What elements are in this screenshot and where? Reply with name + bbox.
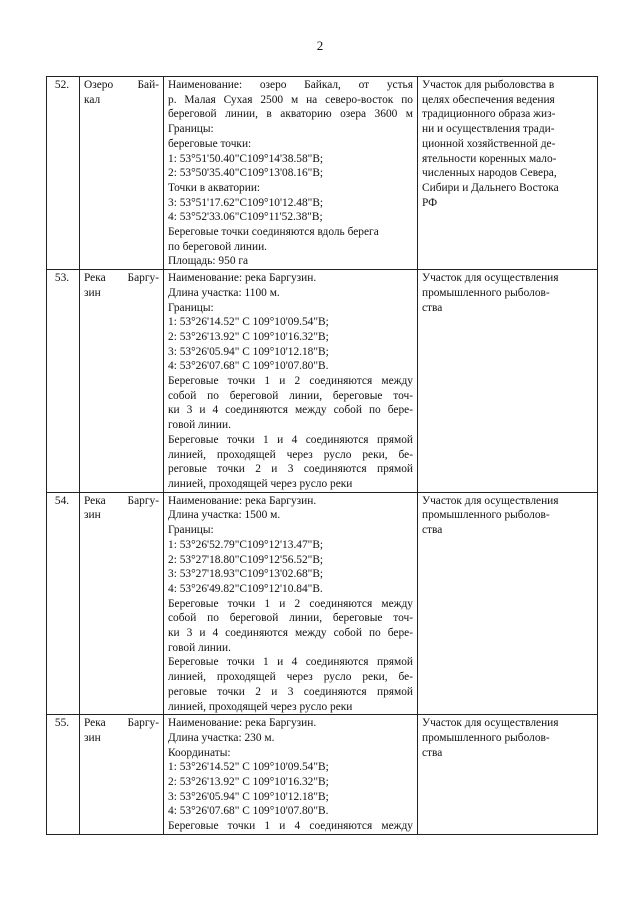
description-line: Береговые точки 1 и 2 соединяются между [168, 375, 413, 388]
description-line: Береговые точки соединяются вдоль берега [168, 226, 379, 239]
description-line: линией, проходящей через русло реки [168, 477, 353, 490]
description-line: 2: 53°26'13.92" С 109°10'16.32"В; [168, 776, 329, 789]
description-line: Береговые точки 1 и 4 соединяются прямой [168, 433, 413, 446]
purpose-line: целях обеспечения ведения [422, 93, 555, 106]
description-line: 4: 53°26'49.82"С109°12'10.84"В. [168, 582, 323, 595]
description-line: 3: 53°26'05.94" С 109°10'12.18"В; [168, 345, 329, 358]
description-line: линией, проходящей через русло реки [168, 700, 353, 713]
page-number: 2 [316, 38, 324, 53]
fishing-areas-table [46, 76, 598, 835]
table-row [47, 715, 598, 835]
purpose-line: Участок для рыболовства в [422, 79, 555, 91]
table-row [47, 270, 598, 493]
purpose-line: традиционного образа жиз- [422, 108, 556, 121]
water-body-name-line: Река Баргу- [84, 272, 159, 285]
description-line: реговые точки 2 и 3 соединяются прямой [168, 463, 413, 476]
area-description [164, 715, 418, 835]
water-body-name-line: Река Баргу- [84, 494, 159, 507]
row-number: 54. [47, 492, 80, 715]
water-body-name-line: зин [84, 731, 101, 744]
description-line: 4: 53°26'07.68" С 109°10'07.80"В. [168, 805, 329, 818]
area-purpose [418, 77, 598, 270]
purpose-line: ства [422, 746, 443, 759]
description-line: береговой линии, в акваторию озера 3600 м [168, 108, 413, 121]
row-number: 55. [47, 715, 80, 835]
water-body-name [80, 715, 164, 835]
description-line: говой линии. [168, 419, 231, 432]
description-line: по береговой линии. [168, 240, 268, 253]
description-line: 1: 53°26'14.52" С 109°10'09.54"В; [168, 761, 329, 774]
description-line: 2: 53°50'35.40"С109°13'08.16"В; [168, 167, 324, 180]
description-line: ки 3 и 4 соединяются между собой по бере- [168, 627, 413, 640]
description-line: Точки в акватории: [168, 181, 261, 194]
description-line: реговые точки 2 и 3 соединяются прямой [168, 685, 413, 698]
description-line: Наименование: река Баргузин. [168, 494, 317, 507]
description-line: говой линии. [168, 641, 231, 654]
description-line: Границы: [168, 301, 214, 314]
description-line: 3: 53°51'17.62"С109°10'12.48"В; [168, 196, 324, 209]
water-body-name [80, 270, 164, 493]
description-line: р. Малая Сухая 2500 м на северо-восток по [168, 93, 413, 106]
purpose-line: ства [422, 301, 443, 314]
purpose-line: промышленного рыболов- [422, 286, 550, 299]
description-line: Береговые точки 1 и 4 соединяются прямой [168, 656, 413, 669]
description-line: Координаты: [168, 746, 231, 759]
water-body-name-line: зин [84, 286, 101, 299]
description-line: 2: 53°26'13.92" С 109°10'16.32"В; [168, 330, 329, 343]
description-line: 4: 53°26'07.68" С 109°10'07.80"В. [168, 360, 329, 373]
area-description [164, 270, 418, 493]
purpose-line: Сибири и Дальнего Востока [422, 181, 559, 194]
water-body-name-line: зин [84, 509, 101, 522]
water-body-name [80, 492, 164, 715]
row-number: 52. [47, 77, 80, 270]
purpose-line: ства [422, 524, 443, 537]
purpose-line: промышленного рыболов- [422, 731, 550, 744]
water-body-name [80, 77, 164, 270]
area-purpose [418, 492, 598, 715]
description-line: Длина участка: 230 м. [168, 731, 275, 744]
description-line: 3: 53°26'05.94" С 109°10'12.18"В; [168, 790, 329, 803]
description-line: Наименование: река Баргузин. [168, 717, 317, 730]
area-purpose [418, 715, 598, 835]
description-line: 2: 53°27'18.80"С109°12'56.52"В; [168, 553, 324, 566]
area-description [164, 492, 418, 715]
area-description [164, 77, 418, 270]
description-line: Площадь: 950 га [168, 255, 249, 268]
description-line: линией, проходящей через русло реки, бе- [168, 448, 413, 461]
description-line: ки 3 и 4 соединяются между собой по бере- [168, 404, 413, 417]
description-line: 1: 53°51'50.40"С109°14'38.58"В; [168, 152, 324, 165]
description-line: Границы: [168, 123, 214, 136]
description-line: Береговые точки 1 и 2 соединяются между [168, 597, 413, 610]
purpose-line: промышленного рыболов- [422, 509, 550, 522]
description-line: 1: 53°26'52.79"С109°12'13.47"В; [168, 538, 324, 551]
description-line: собой по береговой линии, береговые точ- [168, 612, 413, 625]
water-body-name-line: Река Баргу- [84, 717, 159, 730]
description-line: Наименование: река Баргузин. [168, 272, 317, 285]
water-body-name-line: Озеро Бай- [84, 79, 159, 91]
description-line: 1: 53°26'14.52" С 109°10'09.54"В; [168, 316, 329, 329]
purpose-line: Участок для осуществления [422, 717, 559, 730]
description-line: Наименование: озеро Байкал, от устья [168, 79, 413, 91]
water-body-name-line: кал [84, 93, 101, 106]
purpose-line: ятельности коренных мало- [422, 152, 557, 165]
description-line: 4: 53°52'33.06"С109°11'52.38"В; [168, 211, 323, 224]
area-purpose [418, 270, 598, 493]
description-line: Длина участка: 1500 м. [168, 509, 281, 522]
description-line: собой по береговой линии, береговые точ- [168, 389, 413, 402]
row-number: 53. [47, 270, 80, 493]
purpose-line: Участок для осуществления [422, 272, 559, 285]
table-row [47, 77, 598, 270]
purpose-line: РФ [422, 196, 438, 209]
description-line: Границы: [168, 524, 214, 537]
description-line: Береговые точки 1 и 4 соединяются между [168, 820, 413, 833]
purpose-line: ционной хозяйственной де- [422, 137, 556, 150]
purpose-line: ни и осуществления тради- [422, 123, 555, 136]
description-line: Длина участка: 1100 м. [168, 286, 280, 299]
purpose-line: Участок для осуществления [422, 494, 559, 507]
description-line: береговые точки: [168, 137, 252, 150]
description-line: линией, проходящей через русло реки, бе- [168, 671, 413, 684]
table-row [47, 492, 598, 715]
description-line: 3: 53°27'18.93"С109°13'02.68"В; [168, 568, 324, 581]
purpose-line: численных народов Севера, [422, 167, 557, 180]
